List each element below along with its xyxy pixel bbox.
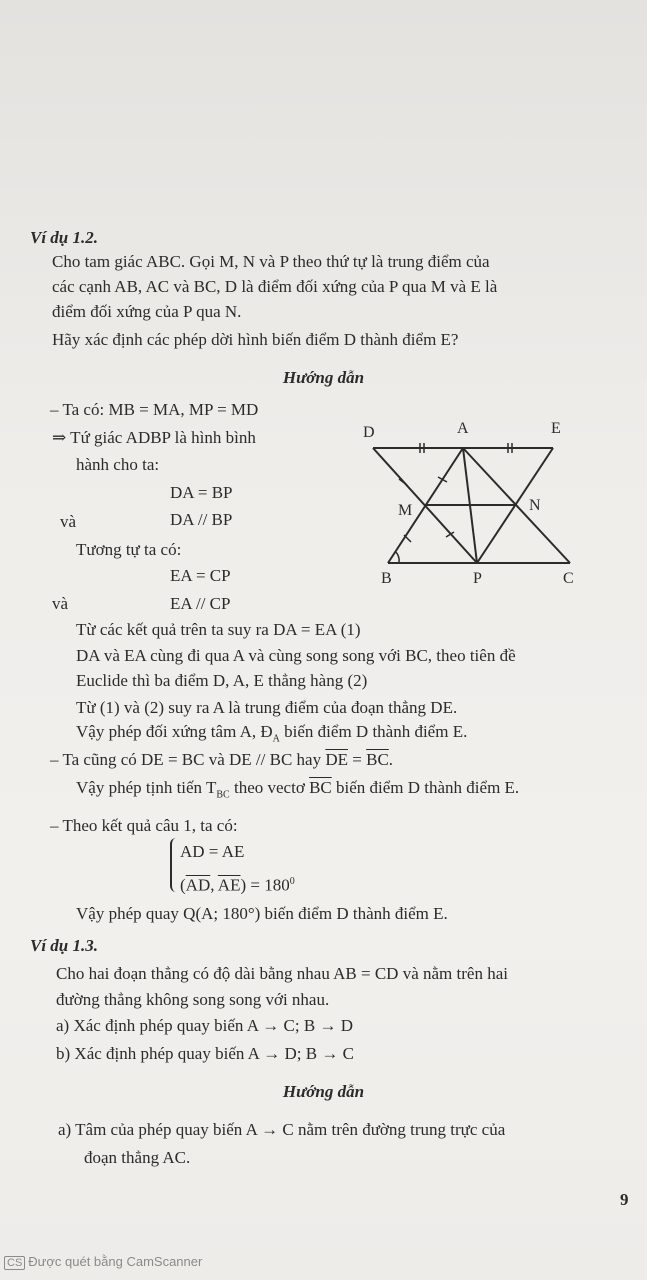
- scanner-watermark: [4, 1254, 202, 1270]
- example-1-2-heading: Ví dụ 1.2.: [30, 228, 99, 247]
- system-equation-1: AD = AE: [180, 842, 245, 861]
- label-E: E: [551, 420, 561, 437]
- problem-question: Hãy xác định các phép dời hình biến điểm D thành điểm E?: [52, 330, 459, 349]
- vector: $\overline{AE}$: [217, 875, 241, 895]
- problem-line: Cho hai đoạn thẳng có độ dài bằng nhau AB = CD và nằm trên hai: [56, 964, 508, 983]
- vector: $\overline{AD}$: [185, 875, 211, 895]
- problem-part-a: a) Xác định phép quay biến A → C; B → D: [56, 1016, 353, 1035]
- guide-heading: Hướng dẫn: [282, 1082, 365, 1101]
- answer-line: đoạn thẳng AC.: [84, 1148, 191, 1167]
- watermark-text: Được quét bằng CamScanner: [28, 1254, 203, 1269]
- problem-line: các cạnh AB, AC và BC, D là điểm đối xứng của P qua M và E là: [52, 277, 498, 296]
- label-A: A: [457, 420, 469, 437]
- vector: $\overline{BC}$: [366, 750, 389, 769]
- example-1-3-heading: Ví dụ 1.3.: [30, 936, 99, 955]
- solution-line: Vậy phép tịnh tiến $T_{BC}$ theo vectơ $\overline{BC}$ biến điểm D thành điểm E.: [76, 778, 520, 801]
- equation: DA = BP: [170, 483, 233, 502]
- vector: $\overline{DE}$: [325, 750, 349, 769]
- vector: $\overline{BC}$: [309, 778, 332, 797]
- problem-line: đường thẳng không song song với nhau.: [56, 990, 330, 1009]
- camscanner-logo: CS: [4, 1256, 25, 1270]
- geometry-figure: [355, 415, 595, 590]
- label-M: M: [398, 502, 413, 519]
- equation: EA // CP: [170, 594, 231, 613]
- solution-line: Euclide thì ba điểm D, A, E thẳng hàng (2): [76, 671, 368, 690]
- solution-line: – Ta có: MB = MA, MP = MD: [50, 400, 259, 419]
- solution-line: – Ta cũng có DE = BC và DE // BC hay $\overline{DE} = \overline{BC}$.: [50, 750, 394, 769]
- label-C: C: [563, 570, 574, 587]
- label-B: B: [381, 570, 392, 587]
- conjunction: và: [60, 512, 77, 531]
- system-brace: [170, 838, 180, 892]
- solution-line: Từ (1) và (2) suy ra A là trung điểm của đoạn thẳng DE.: [76, 698, 458, 717]
- problem-part-b: b) Xác định phép quay biến A → D; B → C: [56, 1044, 354, 1063]
- equation: DA // BP: [170, 510, 233, 529]
- conjunction: và: [52, 594, 69, 613]
- page-number: 9: [620, 1190, 629, 1209]
- system-equation-2: ($\overline{AD}$, $\overline{AE}) = 180^0$: [180, 875, 295, 895]
- problem-line: điểm đối xứng của P qua N.: [52, 302, 242, 321]
- equation: EA = CP: [170, 566, 231, 585]
- guide-heading: Hướng dẫn: [282, 368, 365, 387]
- solution-line: Từ các kết quả trên ta suy ra DA = EA (1): [76, 620, 361, 639]
- problem-line: Cho tam giác ABC. Gọi M, N và P theo thứ tự là trung điểm của: [52, 252, 490, 271]
- solution-line: – Theo kết quả câu 1, ta có:: [50, 816, 238, 835]
- solution-line: hành cho ta:: [76, 455, 160, 474]
- solution-line: Tương tự ta có:: [76, 540, 182, 559]
- solution-line: DA và EA cùng đi qua A và cùng song song với BC, theo tiên đề: [76, 646, 516, 665]
- label-P: P: [473, 570, 482, 587]
- solution-line: ⇒ Tứ giác ADBP là hình bình: [52, 428, 256, 447]
- label-D: D: [363, 424, 375, 441]
- label-N: N: [529, 497, 541, 514]
- answer-line: a) Tâm của phép quay biến A → C nằm trên đường trung trực của: [58, 1120, 506, 1139]
- solution-line: Vậy phép đối xứng tâm A, $Đ_A$ biến điểm D thành điểm E.: [76, 722, 468, 745]
- solution-line: Vậy phép quay Q(A; 180°) biến điểm D thành điểm E.: [76, 904, 448, 923]
